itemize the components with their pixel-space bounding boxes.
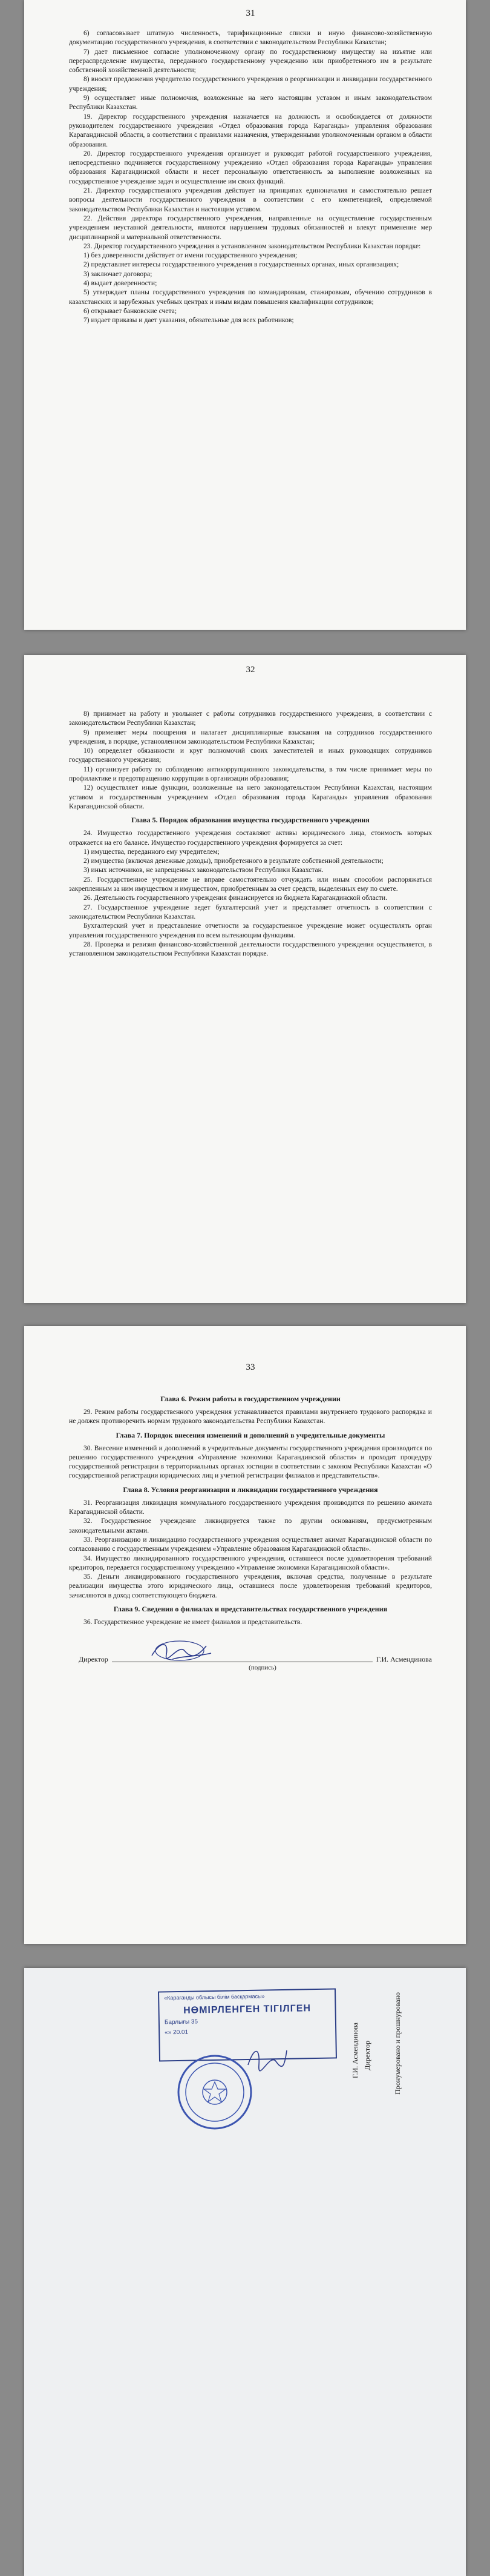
chapter-heading-8: Глава 8. Условия реорганизации и ликвидации государственного учреждения bbox=[123, 1485, 378, 1494]
page-body bbox=[69, 709, 432, 958]
paragraph: 30. Внесение изменений и дополнений в учредительные документы государственного учреждения производится по решению государственного учреждения «Управление экономики Карагандинской области» и проходит процедуру государственной регистрации в территориальных органах юстиции в соответствии с законом Республики Казахстан «О государственной регистрации юридических лиц и учетной регистрации филиалов и представительств». bbox=[69, 1444, 432, 1480]
paragraph: 9) осуществляет иные полномочия, возложенные на него настоящим уставом и иным законодательством Республики Казахстан. bbox=[69, 94, 432, 111]
paragraph: 7) издает приказы и дает указания, обязательные для всех работников; bbox=[83, 316, 294, 325]
page-number: 33 bbox=[246, 1362, 255, 1372]
paragraph: 36. Государственное учреждение не имеет филиалов и представительств. bbox=[83, 1618, 302, 1627]
paragraph: 3) заключает договора; bbox=[83, 269, 152, 278]
paragraph: 24. Имущество государственного учреждения составляют активы юридического лица, стоимость которых отражается на его балансе. Имущество государственного учреждения формируется за счет: bbox=[69, 829, 432, 847]
document-page-34 bbox=[24, 1968, 466, 2576]
paragraph: 2) представляет интересы государственного учреждения в государственных органах, иных организациях; bbox=[83, 260, 399, 269]
page-number: 31 bbox=[246, 8, 255, 18]
paragraph: 6) открывает банковские счета; bbox=[83, 306, 177, 315]
document-page-32 bbox=[24, 655, 466, 1303]
paragraph: 23. Директор государственного учреждения в установленном законодательством Республики Казахстан порядке: bbox=[83, 242, 421, 250]
paragraph: 31. Реорганизация ликвидация коммунального государственного учреждения производится по решению акимата Карагандинской области. bbox=[69, 1498, 432, 1516]
signature-scribble bbox=[242, 2041, 290, 2077]
chapter-heading-7: Глава 7. Порядок внесения изменений и дополнений в учредительные документы bbox=[116, 1430, 385, 1439]
paragraph: 1) имущества, переданного ему учредителем; bbox=[83, 847, 220, 856]
paragraph: 33. Реорганизацию и ликвидацию государственного учреждения осуществляет акимат Карагандинской области по согласованию с государственным учреждением «Управление образования Карагандинской области». bbox=[69, 1535, 432, 1553]
paragraph: 7) дает письменное согласие уполномоченному органу по государственному имуществу на изъятие или перераспределение имущества, переданного государственному учреждению или приобретенного им в результате собственной хозяйственной деятельности; bbox=[69, 47, 432, 74]
paragraph: 12) осуществляет иные функции, возложенные на него законодательством Республики Казахстан, настоящим уставом и государственным учреждением «Отдел образования города Караганды» управления образования Карагандинской области. bbox=[69, 784, 432, 810]
paragraph: 8) принимает на работу и увольняет с работы сотрудников государственного учреждения, в соответствии с законодательством Республики Казахстан; bbox=[69, 710, 432, 727]
page-body bbox=[69, 28, 432, 325]
paragraph: 1) без доверенности действует от имени государственного учреждения; bbox=[83, 251, 298, 260]
paragraph: 19. Директор государственного учреждения назначается на должность и освобождается от должности руководителем государственного учреждения «Отдел образования города Караганды» управления образования Карагандинской области, в соответствии с правилами назначения, утвержденными уполномоченным органом в области образования. bbox=[69, 112, 432, 148]
paragraph: 22. Действия директора государственного учреждения, направленные на осуществление государственным учреждением неуставной деятельности, являются нарушением трудовых обязанностей и влекут применение мер дисциплинарной и материальной ответственности. bbox=[69, 214, 432, 241]
signature-scribble bbox=[148, 1637, 215, 1664]
paragraph: 25. Государственное учреждение не вправе самостоятельно отчуждать или иным способом распоряжаться закрепленным за ним имуществом и имуществом, приобретенным за счет средств, выделенных ему по смете. bbox=[69, 875, 432, 893]
page-body bbox=[69, 1395, 432, 1671]
paragraph: 26. Деятельность государственного учреждения финансируется из бюджета Карагандинской области. bbox=[83, 894, 388, 902]
paragraph: 35. Деньги ликвидированного государственного учреждения, включая средства, полученные в результате реализации имущества этого юридического лица, оставшиеся после удовлетворения требований кредиторов, зачисляются в доход соответствующего бюджета. bbox=[69, 1573, 432, 1599]
signature-label: Директор bbox=[79, 1655, 108, 1664]
document-page-31 bbox=[24, 0, 466, 630]
paragraph: 5) утверждает планы государственного учреждения по командировкам, стажировкам, обучению сотрудников в казахстанских и зарубежных учебных центрах и иным видам повышения квалификации сотрудников; bbox=[69, 288, 432, 306]
paragraph: 34. Имущество ликвидированного государственного учреждения, оставшееся после удовлетворения требований кредиторов, передается государственному учреждению «Управление экономики Карагандинской области». bbox=[69, 1554, 432, 1571]
vertical-note: Пронумеровано и прошнуровано bbox=[393, 1992, 402, 2095]
paragraph: 29. Режим работы государственного учреждения устанавливается правилами внутреннего трудового распорядка и не должен противоречить нормам трудового законодательства Республики Казахстан. bbox=[69, 1408, 432, 1425]
paragraph: 10) определяет обязанности и круг полномочий своих заместителей и иных руководящих сотрудников государственного учреждения; bbox=[69, 747, 432, 764]
stamp-org: «Карағанды облысы білім басқармасы» bbox=[164, 1993, 265, 2001]
paragraph: 21. Директор государственного учреждения действует на принципах единоначалия и самостоятельно решает вопросы деятельности государственного учреждения в соответствии с его компетенцией, определяемой законодательством Республики Казахстан и настоящим уставом. bbox=[69, 187, 432, 213]
paragraph: 20. Директор государственного учреждения организует и руководит работой государственного учреждения, непосредственно подчиняется государственному учреждению «Отдел образования города Караганды» управления образования Карагандинской области и несет персональную ответственность за выполнение возложенных на государственное учреждение задач и осуществление им своих функций. bbox=[69, 149, 432, 185]
page-number: 32 bbox=[246, 665, 255, 675]
paragraph: 32. Государственное учреждение ликвидируется также по другим основаниям, предусмотренным законодательными актами. bbox=[69, 1517, 432, 1534]
paragraph: 2) имущества (включая денежные доходы), приобретенного в результате собственной деятельности; bbox=[83, 857, 384, 865]
paragraph: 8) вносит предложения учредителю государственного учреждения о реорганизации и ликвидации государственного учреждения; bbox=[69, 75, 432, 93]
paragraph: 4) выдает доверенности; bbox=[83, 279, 157, 288]
paragraph: 6) согласовывает штатную численность, тарификационные списки и иную финансово-хозяйственную документацию государственного учреждения, в соответствии с законодательством Республики Казахстан; bbox=[69, 29, 432, 47]
stamp-date: «» 20.01 bbox=[165, 2029, 189, 2036]
paragraph: Бухгалтерский учет и представление отчетности за государственное учреждение может осуществлять орган управления государственного учреждения по всем вытекающим функциям. bbox=[69, 922, 432, 939]
chapter-heading-5: Глава 5. Порядок образования имущества государственного учреждения bbox=[131, 816, 370, 825]
stamp-title: НӨМІРЛЕНГЕН ТІГІЛГЕН bbox=[183, 2003, 312, 2016]
signature-row bbox=[69, 1640, 432, 1664]
document-page-33 bbox=[24, 1326, 466, 1944]
paragraph: 27. Государственное учреждение ведет бухгалтерский учет и представляет отчетность в соответствии с законодательством Республики Казахстан. bbox=[69, 903, 432, 920]
chapter-heading-9: Глава 9. Сведения о филиалах и представительствах государственного учреждения bbox=[113, 1605, 388, 1614]
vertical-note: Г.И. Асмендинова bbox=[351, 2023, 359, 2079]
vertical-note: Директор bbox=[363, 2041, 371, 2070]
paragraph: 11) организует работу по соблюдению антикоррупционного законодательства, в том числе принимает меры по профилактике и предотвращению коррупции в организации образования; bbox=[69, 765, 432, 783]
signature-caption: (подпись) bbox=[249, 1664, 276, 1672]
signature-line bbox=[112, 1640, 373, 1662]
paragraph: 3) иных источников, не запрещенных законодательством Республики Казахстан. bbox=[83, 866, 324, 874]
signatory-name: Г.И. Асмендинова bbox=[376, 1655, 432, 1664]
paragraph: 28. Проверка и ревизия финансово-хозяйственной деятельности государственного учреждения осуществляется, в установленном законодательством Республики Казахстан порядке. bbox=[69, 940, 432, 958]
paragraph: 9) применяет меры поощрения и налагает дисциплинарные взыскания на сотрудников государственного учреждения, в порядке, установленном законодательством Республики Казахстан; bbox=[69, 728, 432, 745]
stamp-sheets: Барлығы 35 bbox=[164, 2018, 198, 2026]
chapter-heading-6: Глава 6. Режим работы в государственном учреждении bbox=[160, 1395, 341, 1403]
